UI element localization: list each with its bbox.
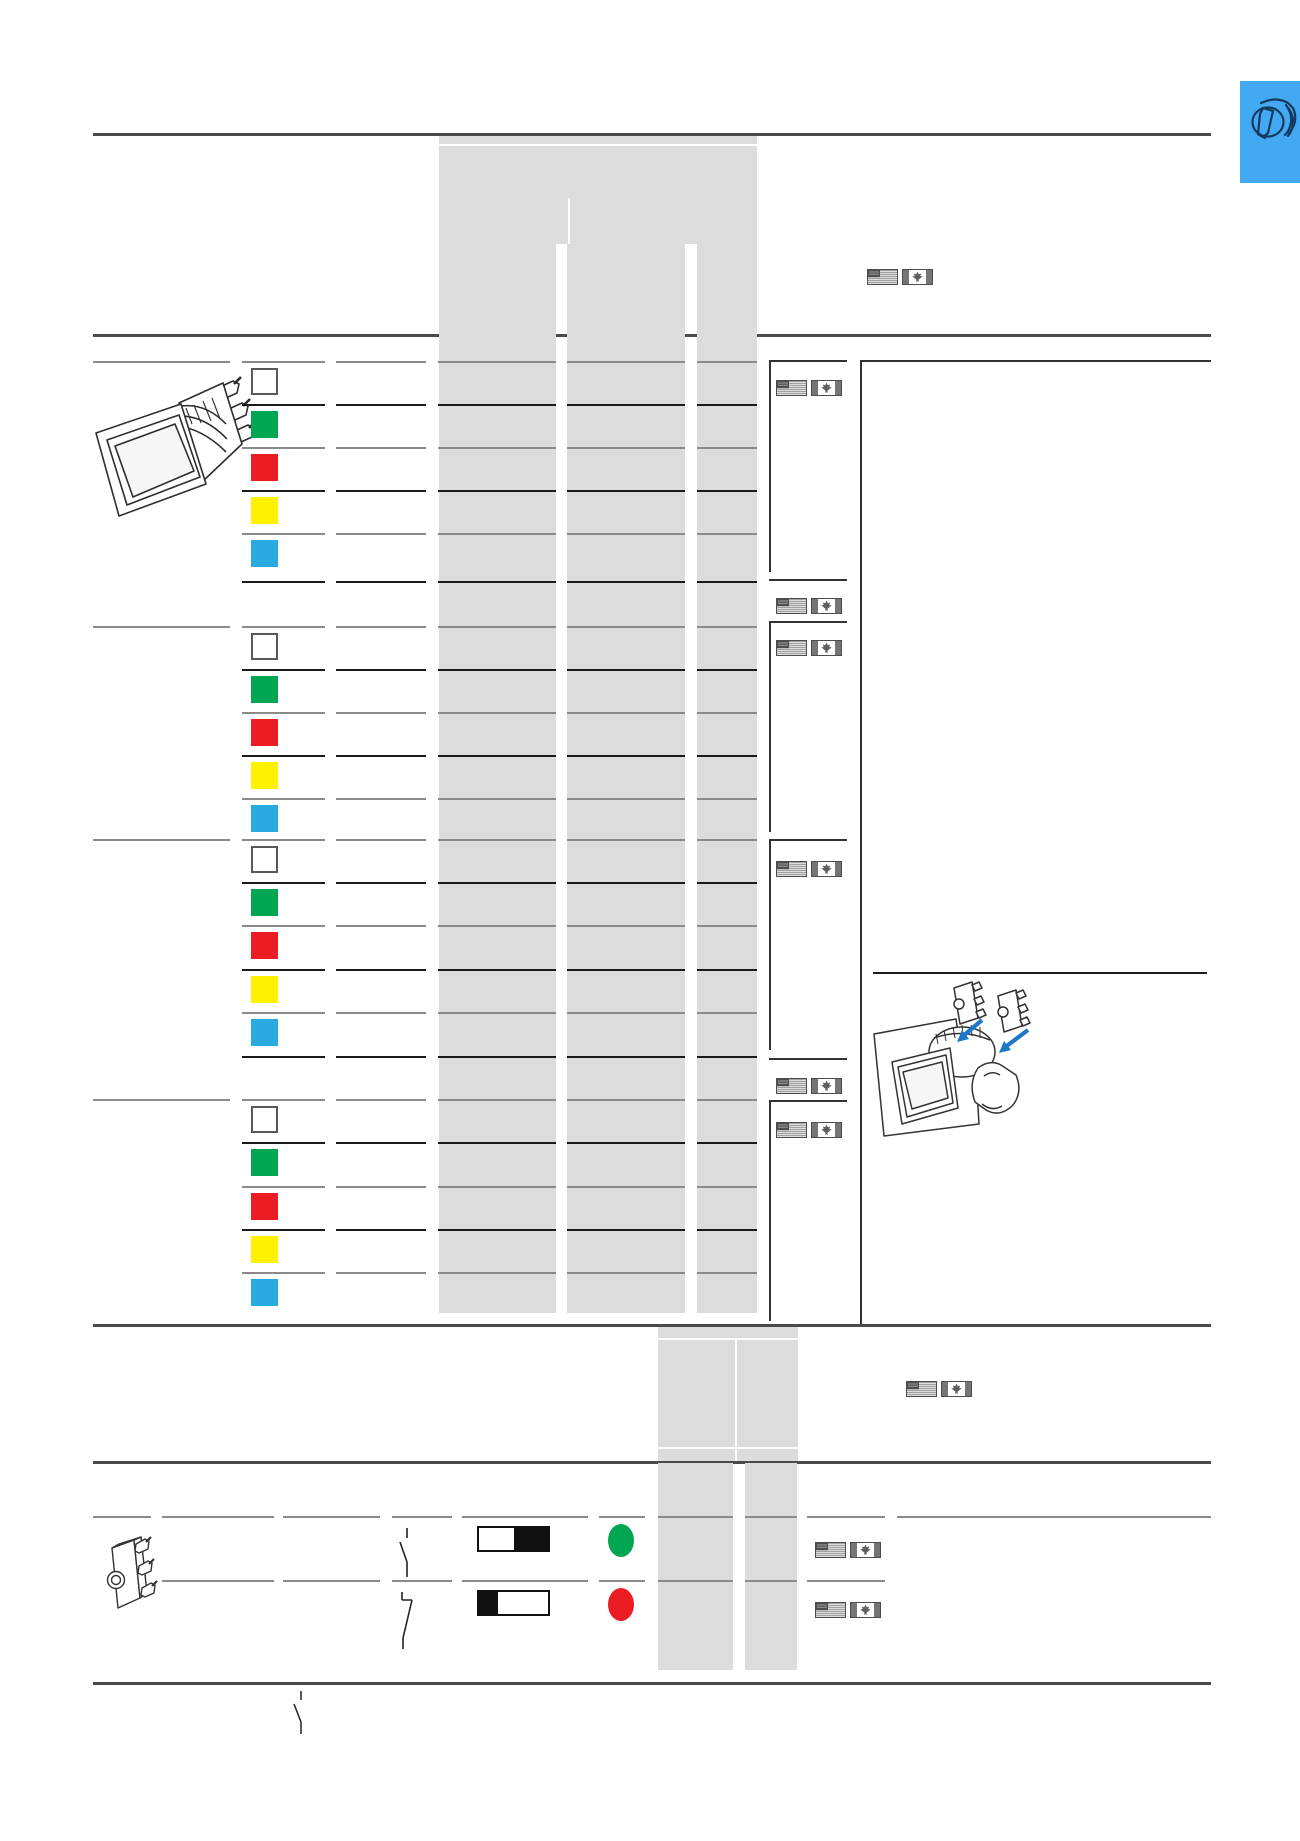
color-square-yellow: [251, 976, 278, 1003]
row-rule: [336, 669, 426, 671]
rule: [735, 1338, 737, 1461]
row-rule: [697, 798, 757, 800]
row-rule: [93, 1516, 151, 1518]
row-rule: [567, 798, 685, 800]
color-square-yellow: [251, 1236, 278, 1263]
row-rule: [567, 1142, 685, 1144]
color-square-red: [251, 719, 278, 746]
red-indicator-icon: [608, 1588, 634, 1621]
row-rule: [745, 1516, 797, 1518]
row-rule: [242, 1186, 325, 1188]
pushbutton-product-photo: [82, 356, 266, 556]
footer-no-contact-symbol-icon: [293, 1691, 305, 1735]
row-rule: [438, 839, 556, 841]
price-bracket-rule: [769, 1100, 771, 1321]
price-bracket-rule: [769, 579, 847, 581]
table-column-shade: [745, 1463, 797, 1670]
color-square-white: [251, 846, 278, 873]
color-square-white: [251, 633, 278, 660]
canada-flag-icon: [811, 640, 842, 656]
row-rule: [697, 1142, 757, 1144]
row-rule: [438, 581, 556, 583]
canada-flag-icon: [902, 269, 933, 285]
row-rule: [336, 839, 426, 841]
row-rule: [336, 1099, 426, 1101]
panel-rule: [860, 360, 1211, 362]
section-rule: [93, 1682, 1211, 1685]
row-rule: [697, 712, 757, 714]
row-rule: [697, 1272, 757, 1274]
row-rule: [697, 581, 757, 583]
row-rule: [242, 447, 325, 449]
row-rule: [283, 1580, 380, 1582]
row-rule: [567, 1186, 685, 1188]
row-rule: [336, 1186, 426, 1188]
row-rule: [336, 447, 426, 449]
row-rule: [599, 1580, 645, 1582]
row-rule: [242, 1099, 325, 1101]
selector-switch-icon: [1243, 93, 1297, 153]
color-square-green: [251, 676, 278, 703]
row-rule: [242, 1142, 325, 1144]
row-rule: [336, 1142, 426, 1144]
row-rule: [438, 1056, 556, 1058]
row-rule: [697, 361, 757, 363]
contact-block-product-photo: [100, 1530, 162, 1622]
row-rule: [438, 669, 556, 671]
no-contact-symbol-icon: [398, 1528, 412, 1578]
row-rule: [438, 447, 556, 449]
row-rule: [336, 798, 426, 800]
us-flag-icon: [815, 1542, 846, 1558]
color-square-blue: [251, 1279, 278, 1306]
us-flag-icon: [867, 269, 898, 285]
price-bracket-rule: [769, 360, 771, 572]
us-flag-icon: [776, 1122, 807, 1138]
row-rule: [567, 626, 685, 628]
row-rule: [242, 404, 325, 406]
panel-rule: [860, 360, 862, 1324]
color-square-yellow: [251, 497, 278, 524]
row-rule: [697, 404, 757, 406]
row-rule: [336, 712, 426, 714]
row-rule: [242, 1272, 325, 1274]
row-rule: [93, 1099, 230, 1101]
us-flag-icon: [776, 861, 807, 877]
row-rule: [567, 404, 685, 406]
row-rule: [807, 1516, 885, 1518]
row-rule: [242, 839, 325, 841]
row-rule: [697, 1229, 757, 1231]
canada-flag-icon: [811, 861, 842, 877]
row-rule: [392, 1516, 452, 1518]
row-rule: [336, 925, 426, 927]
row-rule: [162, 1516, 274, 1518]
row-rule: [697, 925, 757, 927]
row-rule: [697, 533, 757, 535]
canada-flag-icon: [811, 1122, 842, 1138]
canada-flag-icon: [811, 598, 842, 614]
row-rule: [567, 882, 685, 884]
row-rule: [438, 404, 556, 406]
price-bracket-rule: [769, 1058, 847, 1060]
row-rule: [336, 969, 426, 971]
row-rule: [438, 490, 556, 492]
color-square-red: [251, 454, 278, 481]
row-rule: [438, 1229, 556, 1231]
canada-flag-icon: [850, 1602, 881, 1618]
contact-block-mounting-illustration: [858, 976, 1218, 1141]
row-rule: [336, 882, 426, 884]
color-square-red: [251, 932, 278, 959]
row-rule: [336, 626, 426, 628]
price-bracket-rule: [769, 839, 771, 1050]
row-rule: [697, 1186, 757, 1188]
row-rule: [567, 1272, 685, 1274]
price-bracket-rule: [769, 621, 771, 832]
color-square-green: [251, 1149, 278, 1176]
row-rule: [242, 361, 325, 363]
row-rule: [697, 1056, 757, 1058]
nc-contact-symbol-icon: [398, 1592, 414, 1650]
row-rule: [438, 755, 556, 757]
row-rule: [242, 882, 325, 884]
row-rule: [242, 969, 325, 971]
price-bracket-rule: [769, 360, 847, 362]
row-rule: [242, 490, 325, 492]
us-flag-icon: [776, 380, 807, 396]
color-square-blue: [251, 540, 278, 567]
row-rule: [567, 925, 685, 927]
row-rule: [567, 969, 685, 971]
price-bracket-rule: [769, 1100, 847, 1102]
row-rule: [242, 581, 325, 583]
row-rule: [336, 581, 426, 583]
row-rule: [567, 581, 685, 583]
row-rule: [438, 1186, 556, 1188]
row-rule: [658, 1580, 733, 1582]
color-square-red: [251, 1193, 278, 1220]
row-rule: [697, 1012, 757, 1014]
section-rule: [93, 1461, 1211, 1464]
row-rule: [336, 755, 426, 757]
row-rule: [462, 1516, 588, 1518]
row-rule: [745, 1580, 797, 1582]
row-rule: [93, 626, 230, 628]
row-rule: [438, 1012, 556, 1014]
table-column-shade: [658, 1463, 733, 1670]
canada-flag-icon: [850, 1542, 881, 1558]
row-rule: [567, 755, 685, 757]
row-rule: [242, 755, 325, 757]
row-rule: [438, 626, 556, 628]
row-rule: [567, 1056, 685, 1058]
rocker-black-left-icon: [477, 1590, 550, 1616]
row-rule: [438, 1099, 556, 1101]
row-rule: [336, 1272, 426, 1274]
row-rule: [336, 1056, 426, 1058]
row-rule: [283, 1516, 380, 1518]
price-bracket-rule: [769, 839, 847, 841]
row-rule: [658, 1516, 733, 1518]
row-rule: [93, 361, 230, 363]
row-rule: [438, 798, 556, 800]
row-rule: [567, 533, 685, 535]
us-flag-icon: [776, 1078, 807, 1094]
row-rule: [242, 712, 325, 714]
us-flag-icon: [815, 1602, 846, 1618]
row-rule: [567, 361, 685, 363]
section-rule: [93, 1324, 1211, 1327]
row-rule: [242, 669, 325, 671]
row-rule: [697, 839, 757, 841]
rule: [439, 144, 757, 146]
color-square-blue: [251, 1019, 278, 1046]
row-rule: [897, 1516, 1211, 1518]
green-indicator-icon: [608, 1524, 634, 1557]
row-rule: [336, 1229, 426, 1231]
row-rule: [336, 490, 426, 492]
row-rule: [242, 1056, 325, 1058]
rule: [658, 1338, 798, 1340]
row-rule: [438, 1142, 556, 1144]
row-rule: [807, 1580, 885, 1582]
row-rule: [697, 490, 757, 492]
row-rule: [438, 882, 556, 884]
row-rule: [242, 626, 325, 628]
row-rule: [438, 361, 556, 363]
color-square-yellow: [251, 762, 278, 789]
rule: [658, 1447, 798, 1449]
table-column-shade: [658, 1327, 798, 1461]
row-rule: [242, 1229, 325, 1231]
row-rule: [242, 798, 325, 800]
rule: [568, 198, 570, 244]
color-square-green: [251, 889, 278, 916]
row-rule: [697, 669, 757, 671]
row-rule: [567, 1012, 685, 1014]
row-rule: [438, 533, 556, 535]
row-rule: [462, 1580, 588, 1582]
row-rule: [93, 839, 230, 841]
row-rule: [336, 404, 426, 406]
row-rule: [697, 882, 757, 884]
row-rule: [567, 1099, 685, 1101]
row-rule: [697, 447, 757, 449]
row-rule: [599, 1516, 645, 1518]
row-rule: [392, 1580, 452, 1582]
table-column-shade: [439, 136, 757, 244]
row-rule: [336, 533, 426, 535]
price-bracket-rule: [769, 621, 847, 623]
us-flag-icon: [906, 1381, 937, 1397]
page-tab: [1240, 81, 1300, 183]
row-rule: [567, 490, 685, 492]
canada-flag-icon: [811, 1078, 842, 1094]
color-square-blue: [251, 805, 278, 832]
canada-flag-icon: [811, 380, 842, 396]
row-rule: [162, 1580, 274, 1582]
row-rule: [697, 626, 757, 628]
color-square-white: [251, 368, 278, 395]
row-rule: [242, 925, 325, 927]
canada-flag-icon: [941, 1381, 972, 1397]
color-square-white: [251, 1106, 278, 1133]
color-square-green: [251, 411, 278, 438]
us-flag-icon: [776, 640, 807, 656]
row-rule: [242, 533, 325, 535]
row-rule: [567, 669, 685, 671]
rocker-black-right-icon: [477, 1526, 550, 1552]
row-rule: [438, 969, 556, 971]
row-rule: [438, 712, 556, 714]
row-rule: [336, 361, 426, 363]
row-rule: [567, 1229, 685, 1231]
row-rule: [336, 1012, 426, 1014]
us-flag-icon: [776, 598, 807, 614]
row-rule: [438, 925, 556, 927]
row-rule: [567, 447, 685, 449]
row-rule: [438, 1272, 556, 1274]
row-rule: [697, 755, 757, 757]
row-rule: [242, 1012, 325, 1014]
row-rule: [697, 969, 757, 971]
row-rule: [697, 1099, 757, 1101]
panel-rule: [873, 972, 1207, 974]
row-rule: [567, 712, 685, 714]
row-rule: [567, 839, 685, 841]
